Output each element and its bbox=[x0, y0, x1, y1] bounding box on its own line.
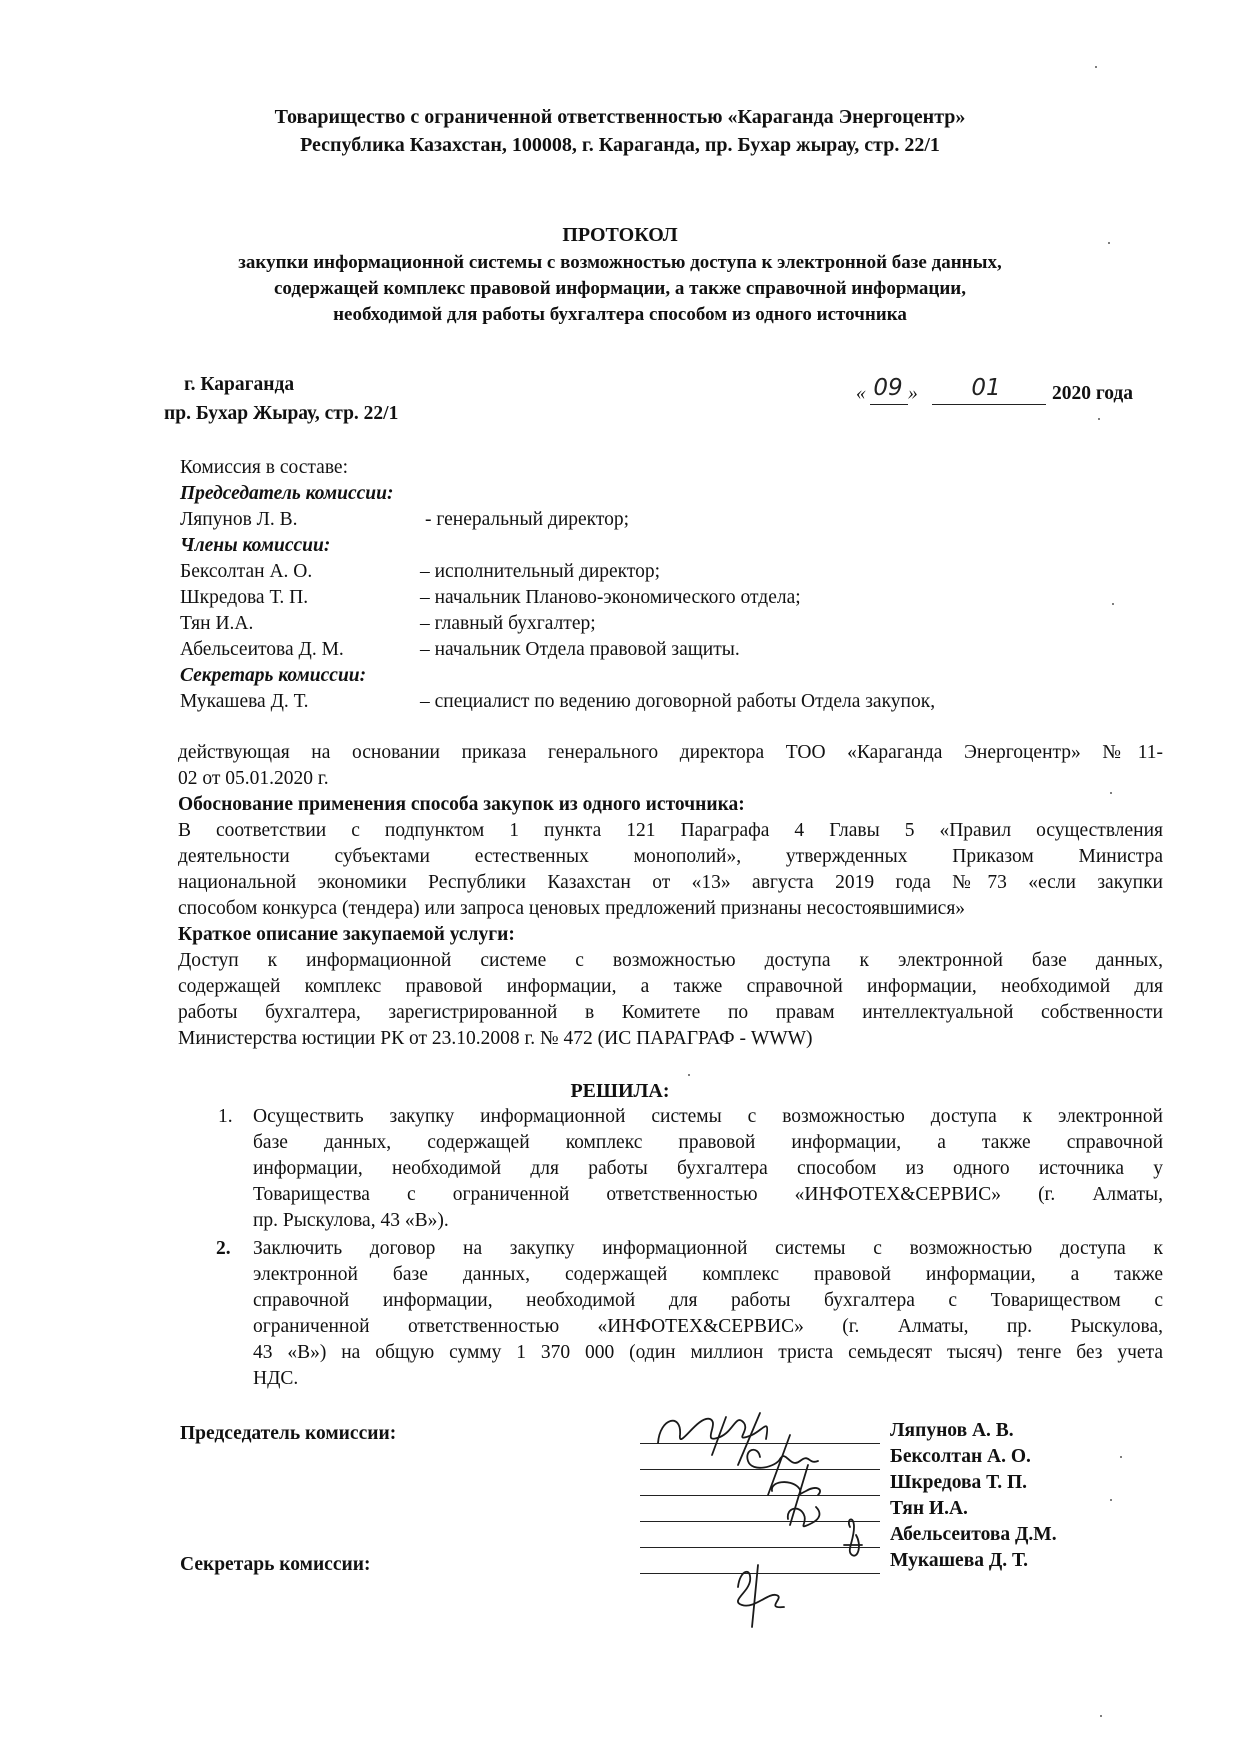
justification-line: В соответствии с подпунктом 1 пункта 121 Параграфа 4 Главы 5 «Правил осуществления bbox=[178, 820, 1163, 841]
description-line: Доступ к информационной системе с возможностью доступа к электронной базе данных, bbox=[178, 950, 1163, 971]
member-name: Тян И.А. bbox=[180, 613, 254, 634]
decision-heading: РЕШИЛА: bbox=[570, 1080, 670, 1102]
scan-speck bbox=[688, 1074, 690, 1076]
signatures-secretary-label: Секретарь комиссии: bbox=[180, 1554, 371, 1575]
date-open-quote: « bbox=[856, 383, 866, 404]
justification-line: деятельности субъектами естественных монополий», утвержденных Приказом Министра bbox=[178, 846, 1163, 867]
description-heading: Краткое описание закупаемой услуги: bbox=[178, 924, 515, 945]
date-month-handwritten: 01 bbox=[971, 375, 1001, 401]
signatory-name: Мукашева Д. Т. bbox=[890, 1550, 1028, 1571]
member-role: – начальник Планово-экономического отдела; bbox=[420, 587, 801, 608]
date-year: 2020 года bbox=[1052, 383, 1134, 404]
member-role: – исполнительный директор; bbox=[420, 561, 661, 582]
signatory-name: Шкредова Т. П. bbox=[890, 1472, 1028, 1493]
decision-item-line: электронной базе данных, содержащей комплекс правовой информации, а также bbox=[253, 1264, 1163, 1285]
scan-speck bbox=[1108, 242, 1110, 244]
commission-intro: Комиссия в составе: bbox=[180, 457, 348, 478]
scan-speck bbox=[1112, 603, 1114, 605]
member-role: – начальник Отдела правовой защиты. bbox=[420, 639, 740, 660]
handwritten-signatures bbox=[640, 1395, 890, 1635]
chair-name: Ляпунов Л. В. bbox=[180, 509, 298, 530]
decision-item-line: пр. Рыскулова, 43 «В»). bbox=[253, 1210, 449, 1231]
decision-item-line: Товарищества с ограниченной ответственностью «ИНФОТЕХ&СЕРВИС» (г. Алматы, bbox=[253, 1184, 1163, 1205]
scan-speck bbox=[1110, 1499, 1112, 1501]
description-line: работы бухгалтера, зарегистрированной в Комитете по правам интеллектуальной собственности bbox=[178, 1002, 1163, 1023]
org-address: Республика Казахстан, 100008, г. Караганда, пр. Бухар жырау, стр. 22/1 bbox=[300, 134, 940, 156]
date-close-quote: » bbox=[908, 383, 918, 404]
decision-item-line: Заключить договор на закупку информационной системы с возможностью доступа к bbox=[253, 1238, 1163, 1259]
scan-speck bbox=[1095, 66, 1097, 68]
decision-item-number: 2. bbox=[216, 1238, 231, 1259]
protocol-heading: ПРОТОКОЛ bbox=[562, 224, 678, 246]
scan-speck bbox=[1110, 792, 1112, 794]
scan-speck bbox=[1098, 418, 1100, 420]
members-label: Члены комиссии: bbox=[180, 535, 331, 556]
decision-item-line: НДС. bbox=[253, 1368, 299, 1389]
chair-role: - генеральный директор; bbox=[425, 509, 630, 530]
secretary-label: Секретарь комиссии: bbox=[180, 665, 367, 686]
protocol-subject-line-2: содержащей комплекс правовой информации, а также справочной информации, bbox=[273, 278, 967, 299]
member-role: – главный бухгалтер; bbox=[420, 613, 596, 634]
description-line: содержащей комплекс правовой информации, а также справочной информации, необходимой для bbox=[178, 976, 1163, 997]
scan-speck bbox=[1100, 1715, 1102, 1717]
decision-item-line: 43 «В») на общую сумму 1 370 000 (один миллион триста семьдесят тысяч) тенге без учета bbox=[253, 1342, 1163, 1363]
protocol-subject-line-3: необходимой для работы бухгалтера способом из одного источника bbox=[333, 304, 907, 325]
basis-line: 02 от 05.01.2020 г. bbox=[178, 768, 329, 789]
secretary-name: Мукашева Д. Т. bbox=[180, 691, 309, 712]
justification-line: способом конкурса (тендера) или запроса ценовых предложений признаны несостоявшимися» bbox=[178, 898, 966, 919]
date-day-underline bbox=[870, 404, 908, 405]
secretary-role: – специалист по ведению договорной работы Отдела закупок, bbox=[420, 691, 936, 712]
basis-line: действующая на основании приказа генерального директора ТОО «Караганда Энергоцентр» №11- bbox=[178, 742, 1163, 763]
chair-label: Председатель комиссии: bbox=[180, 483, 394, 504]
description-line: Министерства юстиции РК от 23.10.2008 г. № 472 (ИС ПАРАГРАФ - WWW) bbox=[178, 1028, 813, 1049]
justification-heading: Обоснование применения способа закупок из одного источника: bbox=[178, 794, 745, 815]
decision-item-line: ограниченной ответственностью «ИНФОТЕХ&СЕРВИС» (г. Алматы, пр. Рыскулова, bbox=[253, 1316, 1163, 1337]
org-name: Товарищество с ограниченной ответственностью «Караганда Энергоцентр» bbox=[274, 106, 966, 128]
signatory-name: Тян И.А. bbox=[890, 1498, 968, 1519]
decision-item-line: базе данных, содержащей комплекс правовой информации, а также справочной bbox=[253, 1132, 1163, 1153]
protocol-subject-line-1: закупки информационной системы с возможностью доступа к электронной базе данных, bbox=[238, 252, 1002, 273]
place-city: г. Караганда bbox=[184, 374, 295, 395]
justification-line: национальной экономики Республики Казахстан от «13» августа 2019 года №73 «если закупки bbox=[178, 872, 1163, 893]
member-name: Шкредова Т. П. bbox=[180, 587, 309, 608]
signatory-name: Абельсеитова Д.М. bbox=[890, 1524, 1057, 1545]
date-month-underline bbox=[932, 404, 1046, 405]
signatory-name: Ляпунов А. В. bbox=[890, 1420, 1014, 1441]
signatures-chair-label: Председатель комиссии: bbox=[180, 1423, 397, 1444]
decision-item-number: 1. bbox=[218, 1106, 233, 1127]
document-date bbox=[856, 375, 1166, 413]
scan-speck bbox=[1120, 1456, 1122, 1458]
decision-item-line: справочной информации, необходимой для работы бухгалтера с Товариществом с bbox=[253, 1290, 1163, 1311]
date-day-handwritten: 09 bbox=[873, 375, 903, 401]
place-address: пр. Бухар Жырау, стр. 22/1 bbox=[164, 403, 399, 424]
signatory-name: Бексолтан А. О. bbox=[890, 1446, 1031, 1467]
decision-item-line: Осуществить закупку информационной системы с возможностью доступа к электронной bbox=[253, 1106, 1163, 1127]
member-name: Абельсеитова Д. М. bbox=[180, 639, 344, 660]
member-name: Бексолтан А. О. bbox=[180, 561, 313, 582]
decision-item-line: информации, необходимой для работы бухгалтера способом из одного источника у bbox=[253, 1158, 1163, 1179]
